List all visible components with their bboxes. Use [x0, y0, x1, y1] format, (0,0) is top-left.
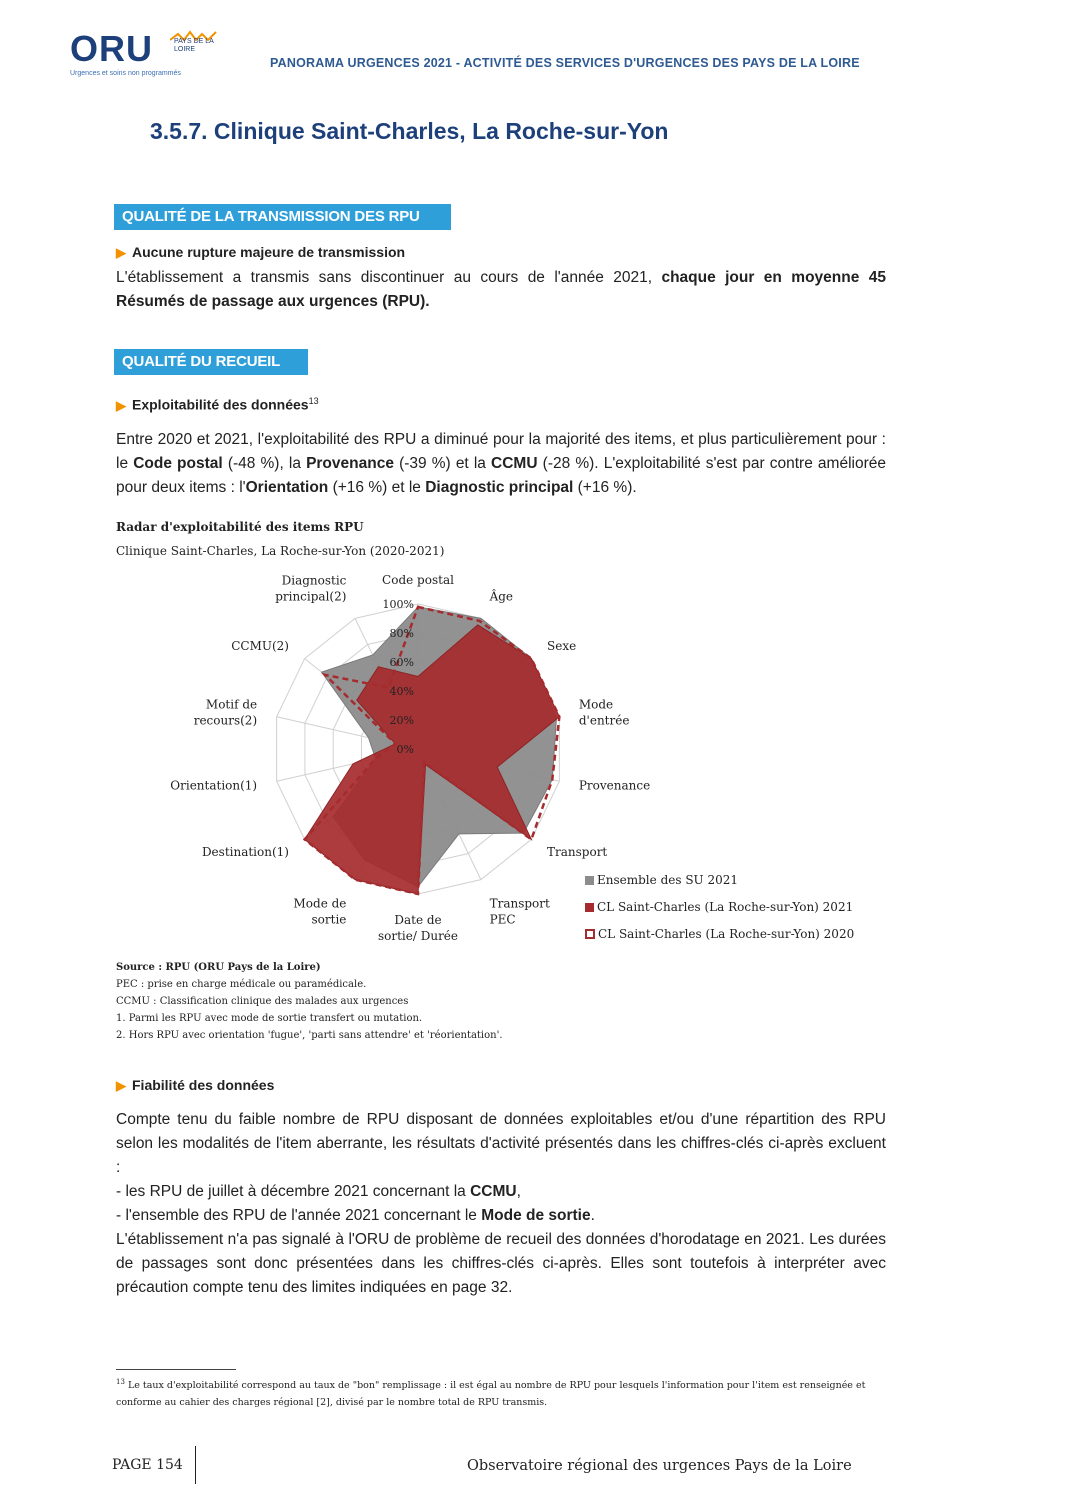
- radar-tick-label: 60%: [389, 656, 414, 669]
- recueil-subheading-sup: 13: [308, 396, 319, 406]
- legend-label: CL Saint-Charles (La Roche-sur-Yon) 2020: [598, 927, 855, 941]
- legend-swatch-red: [585, 903, 594, 912]
- li1-end: ,: [516, 1183, 521, 1200]
- recueil-band: QUALITÉ DU RECUEIL: [114, 349, 308, 375]
- recueil-subheading-text: Exploitabilité des données: [132, 396, 309, 413]
- radar-axis-label: Transport: [489, 896, 550, 911]
- radar-axis-label: Sexe: [547, 639, 577, 654]
- recueil-text-5: (+16 %) et le: [328, 479, 426, 496]
- radar-tick-label: 40%: [389, 685, 414, 698]
- radar-tick-label: 20%: [389, 714, 414, 727]
- footer-org: Observatoire régional des urgences Pays de la Loire: [467, 1458, 852, 1474]
- radar-axis-label: Destination(1): [201, 844, 289, 859]
- recueil-bold-1: Code postal: [133, 455, 223, 472]
- legend-item-ensemble: [585, 873, 854, 887]
- logo-region: PAYS DE LA LOIRE: [174, 38, 214, 53]
- li2-bold: Mode de sortie: [481, 1207, 591, 1224]
- arrow-icon: ▶: [116, 1078, 126, 1093]
- legend-item-2020: [585, 927, 854, 941]
- fiabilite-list-item-1: [116, 1180, 886, 1204]
- radar-tick-label: 100%: [382, 598, 414, 611]
- legend-item-2021: [585, 900, 854, 914]
- radar-axis-label: Diagnostic: [281, 573, 347, 588]
- footnote-text: Le taux d'exploitabilité correspond au taux de "bon" remplissage : il est égal au nombre de RPU pour lesquels l'information pour l'item est renseignée et conforme au cahier des charges régional [2], divisé par le nombre total de RPU transmis.: [116, 1380, 866, 1409]
- note-source: Source : RPU (ORU Pays de la Loire): [116, 962, 321, 973]
- fiabilite-text-1: Compte tenu du faible nombre de RPU disposant de données exploitables et/ou d'une répartition des RPU selon les modalités de l'item aberrante, les résultats d'activité présentés dans les chiffres-clés ci-après excluent :: [116, 1111, 886, 1176]
- radar-axis-label: Date de: [394, 913, 442, 927]
- chart-notes: [116, 959, 816, 1044]
- arrow-icon: ▶: [116, 397, 126, 413]
- recueil-text-6: (+16 %).: [573, 479, 637, 496]
- legend-label: CL Saint-Charles (La Roche-sur-Yon) 2021: [597, 900, 854, 914]
- radar-axis-label: Âge: [489, 589, 514, 604]
- li1-text: - les RPU de juillet à décembre 2021 concernant la: [116, 1183, 471, 1200]
- radar-axis-label: CCMU(2): [231, 639, 289, 654]
- radar-axis-label: principal(2): [275, 589, 347, 604]
- note-pec: PEC : prise en charge médicale ou paramédicale.: [116, 979, 367, 990]
- radar-axis-label: Mode de: [293, 896, 347, 911]
- footnote-sup: 13: [116, 1378, 125, 1386]
- radar-axis-label: Transport: [547, 844, 608, 859]
- radar-axis-label: Mode: [578, 697, 614, 712]
- radar-axis-label: Orientation(1): [170, 778, 258, 793]
- recueil-bold-4: Orientation: [245, 479, 329, 496]
- radar-axis-label: recours(2): [193, 713, 258, 728]
- li2-end: .: [590, 1207, 595, 1224]
- recueil-text-4: (-28 %). L'exploitabilité s'est par contre améliorée pour deux items : l': [116, 455, 886, 496]
- recueil-bold-5: Diagnostic principal: [425, 479, 574, 496]
- radar-axis-label: sortie/ Durée: [377, 929, 459, 943]
- header-title: PANORAMA URGENCES 2021 - ACTIVITÉ DES SERVICES D'URGENCES DES PAYS DE LA LOIRE: [270, 56, 860, 70]
- radar-axis-label: Code postal: [382, 573, 454, 587]
- recueil-bold-2: Provenance: [306, 455, 394, 472]
- note-ccmu: CCMU : Classification clinique des malades aux urgences: [116, 996, 409, 1007]
- transmission-text: L'établissement a transmis sans discontinuer au cours de l'année 2021,: [116, 269, 662, 286]
- radar-axis-label: Provenance: [578, 778, 651, 793]
- logo-tagline: Urgences et soins non programmés: [70, 70, 181, 77]
- chart-subtitle: Clinique Saint-Charles, La Roche-sur-Yon (2020-2021): [116, 544, 445, 558]
- recueil-text-2: (-48 %), la: [222, 455, 307, 472]
- radar-axis-label: Motif de: [205, 697, 258, 712]
- fiabilite-paragraph: [116, 1108, 886, 1300]
- li1-bold: CCMU: [470, 1183, 517, 1200]
- chart-legend: [585, 873, 854, 941]
- section-title: 3.5.7. Clinique Saint-Charles, La Roche-sur-Yon: [150, 118, 669, 144]
- footnote-divider: [116, 1369, 236, 1370]
- recueil-text-1: Entre 2020 et 2021, l'exploitabilité des RPU a diminué pour la majorité des items, et plus particulièrement pour : le: [116, 431, 886, 472]
- chart-title: Radar d'exploitabilité des items RPU: [116, 520, 364, 534]
- legend-swatch-dashed: [585, 929, 595, 939]
- radar-axis-label: d'entrée: [578, 713, 630, 728]
- footer-divider: [195, 1446, 196, 1484]
- recueil-bold-3: CCMU: [491, 455, 538, 472]
- legend-label: Ensemble des SU 2021: [597, 873, 739, 887]
- radar-axis-label: sortie: [311, 912, 347, 927]
- fiabilite-subheading-text: Fiabilité des données: [132, 1077, 275, 1093]
- recueil-text-3: (-39 %) et la: [393, 455, 492, 472]
- arrow-icon: ▶: [116, 245, 126, 260]
- radar-tick-label: 80%: [389, 627, 414, 640]
- fiabilite-list-item-2: [116, 1204, 886, 1228]
- transmission-text-bold: chaque jour en moyenne 45 Résumés de passage aux urgences (RPU).: [116, 269, 886, 310]
- page-number: PAGE 154: [112, 1457, 183, 1473]
- radar-axis-label: PEC: [489, 912, 516, 927]
- transmission-subheading-text: Aucune rupture majeure de transmission: [132, 244, 406, 260]
- radar-tick-label: 0%: [396, 743, 414, 756]
- logo-text: ORU: [70, 28, 153, 69]
- legend-swatch-gray: [585, 876, 594, 885]
- li2-text: - l'ensemble des RPU de l'année 2021 concernant le: [116, 1207, 482, 1224]
- note-2: 2. Hors RPU avec orientation 'fugue', 'parti sans attendre' et 'réorientation'.: [116, 1030, 503, 1041]
- note-1: 1. Parmi les RPU avec mode de sortie transfert ou mutation.: [116, 1013, 423, 1024]
- fiabilite-subheading: [116, 1077, 274, 1094]
- radar-series: [305, 607, 560, 894]
- footnote: [116, 1374, 886, 1411]
- transmission-band: QUALITÉ DE LA TRANSMISSION DES RPU: [114, 204, 451, 230]
- fiabilite-text-2: L'établissement n'a pas signalé à l'ORU de problème de recueil des données d'horodatage en 2021. Les durées de passages sont donc présentées dans les chiffres-clés ci-après. Elles sont toutefois à interpréter avec précaution compte tenu des limites indiquées en page 32.: [116, 1231, 886, 1296]
